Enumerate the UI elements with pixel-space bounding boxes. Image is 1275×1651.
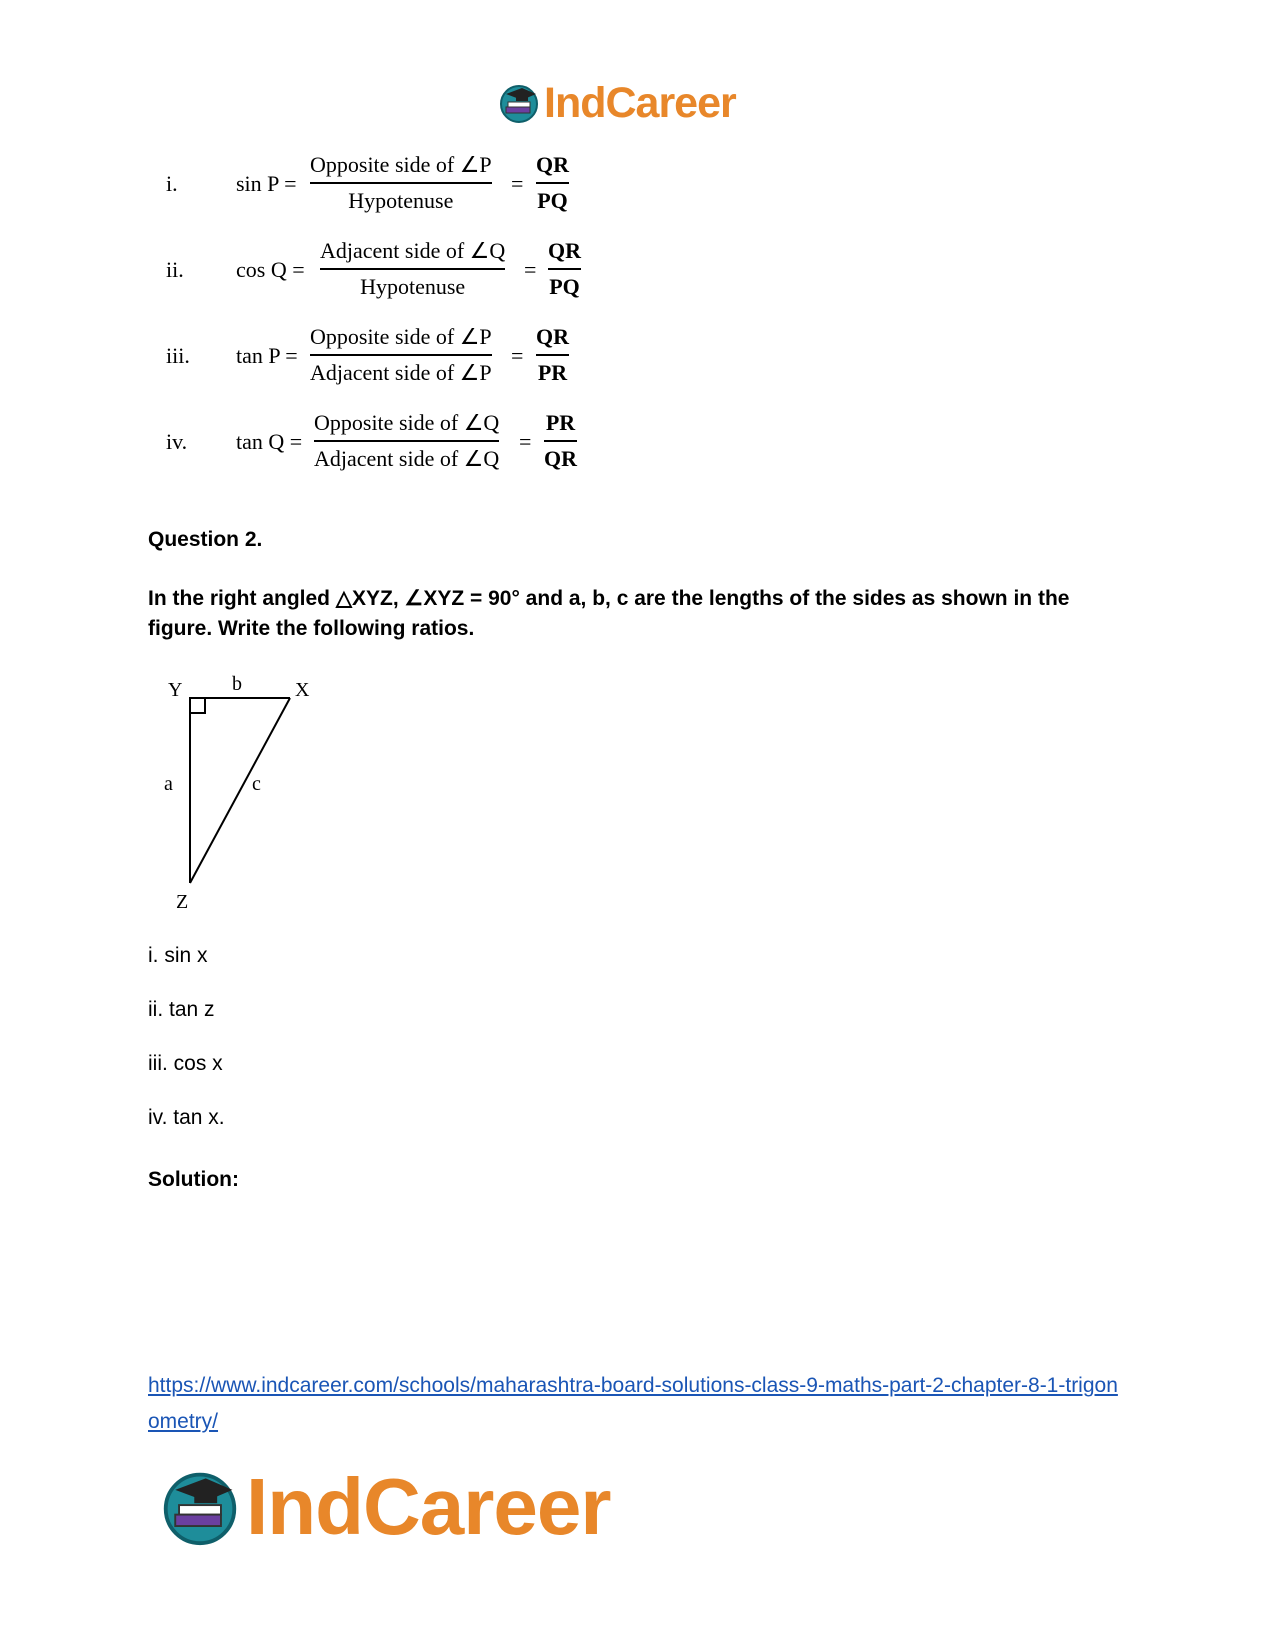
result-denominator: PR [537, 359, 568, 385]
equation-number: iii. [166, 343, 190, 368]
equation-fraction [314, 408, 499, 474]
ratio-item: iv. tan x. [148, 1106, 225, 1129]
triangle-figure [160, 668, 330, 918]
side-label-b: b [232, 673, 242, 695]
result-numerator: PR [545, 410, 576, 435]
result-denominator: PQ [549, 273, 580, 299]
result-numerator: QR [548, 238, 581, 263]
equation-lhs: cos Q = [236, 257, 305, 282]
question-text: In the right angled △XYZ, ∠XYZ = 90° and a, b, c are the lengths of the sides as shown in the figure. Write the following ratios. [148, 587, 1070, 640]
fraction-bar [536, 354, 569, 356]
fraction-denominator: Adjacent side of ∠P [310, 359, 492, 385]
fraction-numerator: Opposite side of ∠P [310, 324, 492, 349]
fraction-denominator: Hypotenuse [348, 187, 454, 213]
result-numerator: QR [536, 324, 569, 349]
logo-text: IndCareer [544, 79, 736, 127]
result-fraction [548, 236, 581, 302]
equation-number: ii. [166, 257, 184, 282]
equation-lhs: tan P = [236, 343, 298, 368]
fraction-bar [314, 440, 499, 442]
header-logo [498, 78, 736, 128]
result-numerator: QR [536, 152, 569, 177]
result-denominator: PQ [537, 187, 568, 213]
question-heading: Question 2. [148, 528, 263, 551]
ratio-item: iii. cos x [148, 1052, 223, 1075]
equation-fraction [310, 322, 492, 388]
side-label-a: a [164, 773, 173, 795]
ratio-item: ii. tan z [148, 998, 215, 1021]
fraction-denominator: Hypotenuse [360, 273, 466, 299]
result-fraction [536, 322, 569, 388]
ratio-item: i. sin x [148, 944, 208, 967]
equation-lhs: tan Q = [236, 429, 303, 454]
fraction-bar [544, 440, 577, 442]
equation-fraction [310, 150, 492, 216]
fraction-bar [548, 268, 581, 270]
fraction-numerator: Opposite side of ∠P [310, 152, 492, 177]
globe-graduation-icon [160, 1467, 240, 1547]
equation-lhs: sin P = [236, 171, 297, 196]
fraction-numerator: Adjacent side of ∠Q [320, 238, 506, 263]
equation-fraction [320, 236, 505, 302]
equation-number: i. [166, 171, 178, 196]
equals-sign: = [511, 343, 524, 368]
fraction-bar [320, 268, 505, 270]
vertex-label-x: X [295, 679, 310, 701]
fraction-bar [310, 182, 492, 184]
solution-label: Solution: [148, 1168, 239, 1191]
equals-sign: = [519, 429, 532, 454]
fraction-denominator: Adjacent side of ∠Q [314, 445, 500, 471]
vertex-label-z: Z [176, 891, 189, 913]
vertex-label-y: Y [168, 679, 183, 701]
result-fraction [544, 408, 577, 474]
globe-graduation-icon [498, 82, 540, 124]
equals-sign: = [511, 171, 524, 196]
right-angle-marker [190, 698, 205, 713]
equals-sign: = [524, 257, 537, 282]
logo-text: IndCareer [246, 1462, 611, 1551]
fraction-numerator: Opposite side of ∠Q [314, 410, 500, 435]
result-denominator: QR [544, 445, 577, 471]
footer-logo [160, 1462, 610, 1552]
side-c [190, 698, 290, 883]
equation-number: iv. [166, 429, 188, 454]
source-link[interactable]: https://www.indcareer.com/schools/maharashtra-board-solutions-class-9-maths-part-2-chapter-8-1-trigonometry/ [148, 1374, 1118, 1433]
fraction-bar [536, 182, 569, 184]
result-fraction [536, 150, 569, 216]
fraction-bar [310, 354, 492, 356]
side-label-c: c [252, 773, 261, 795]
